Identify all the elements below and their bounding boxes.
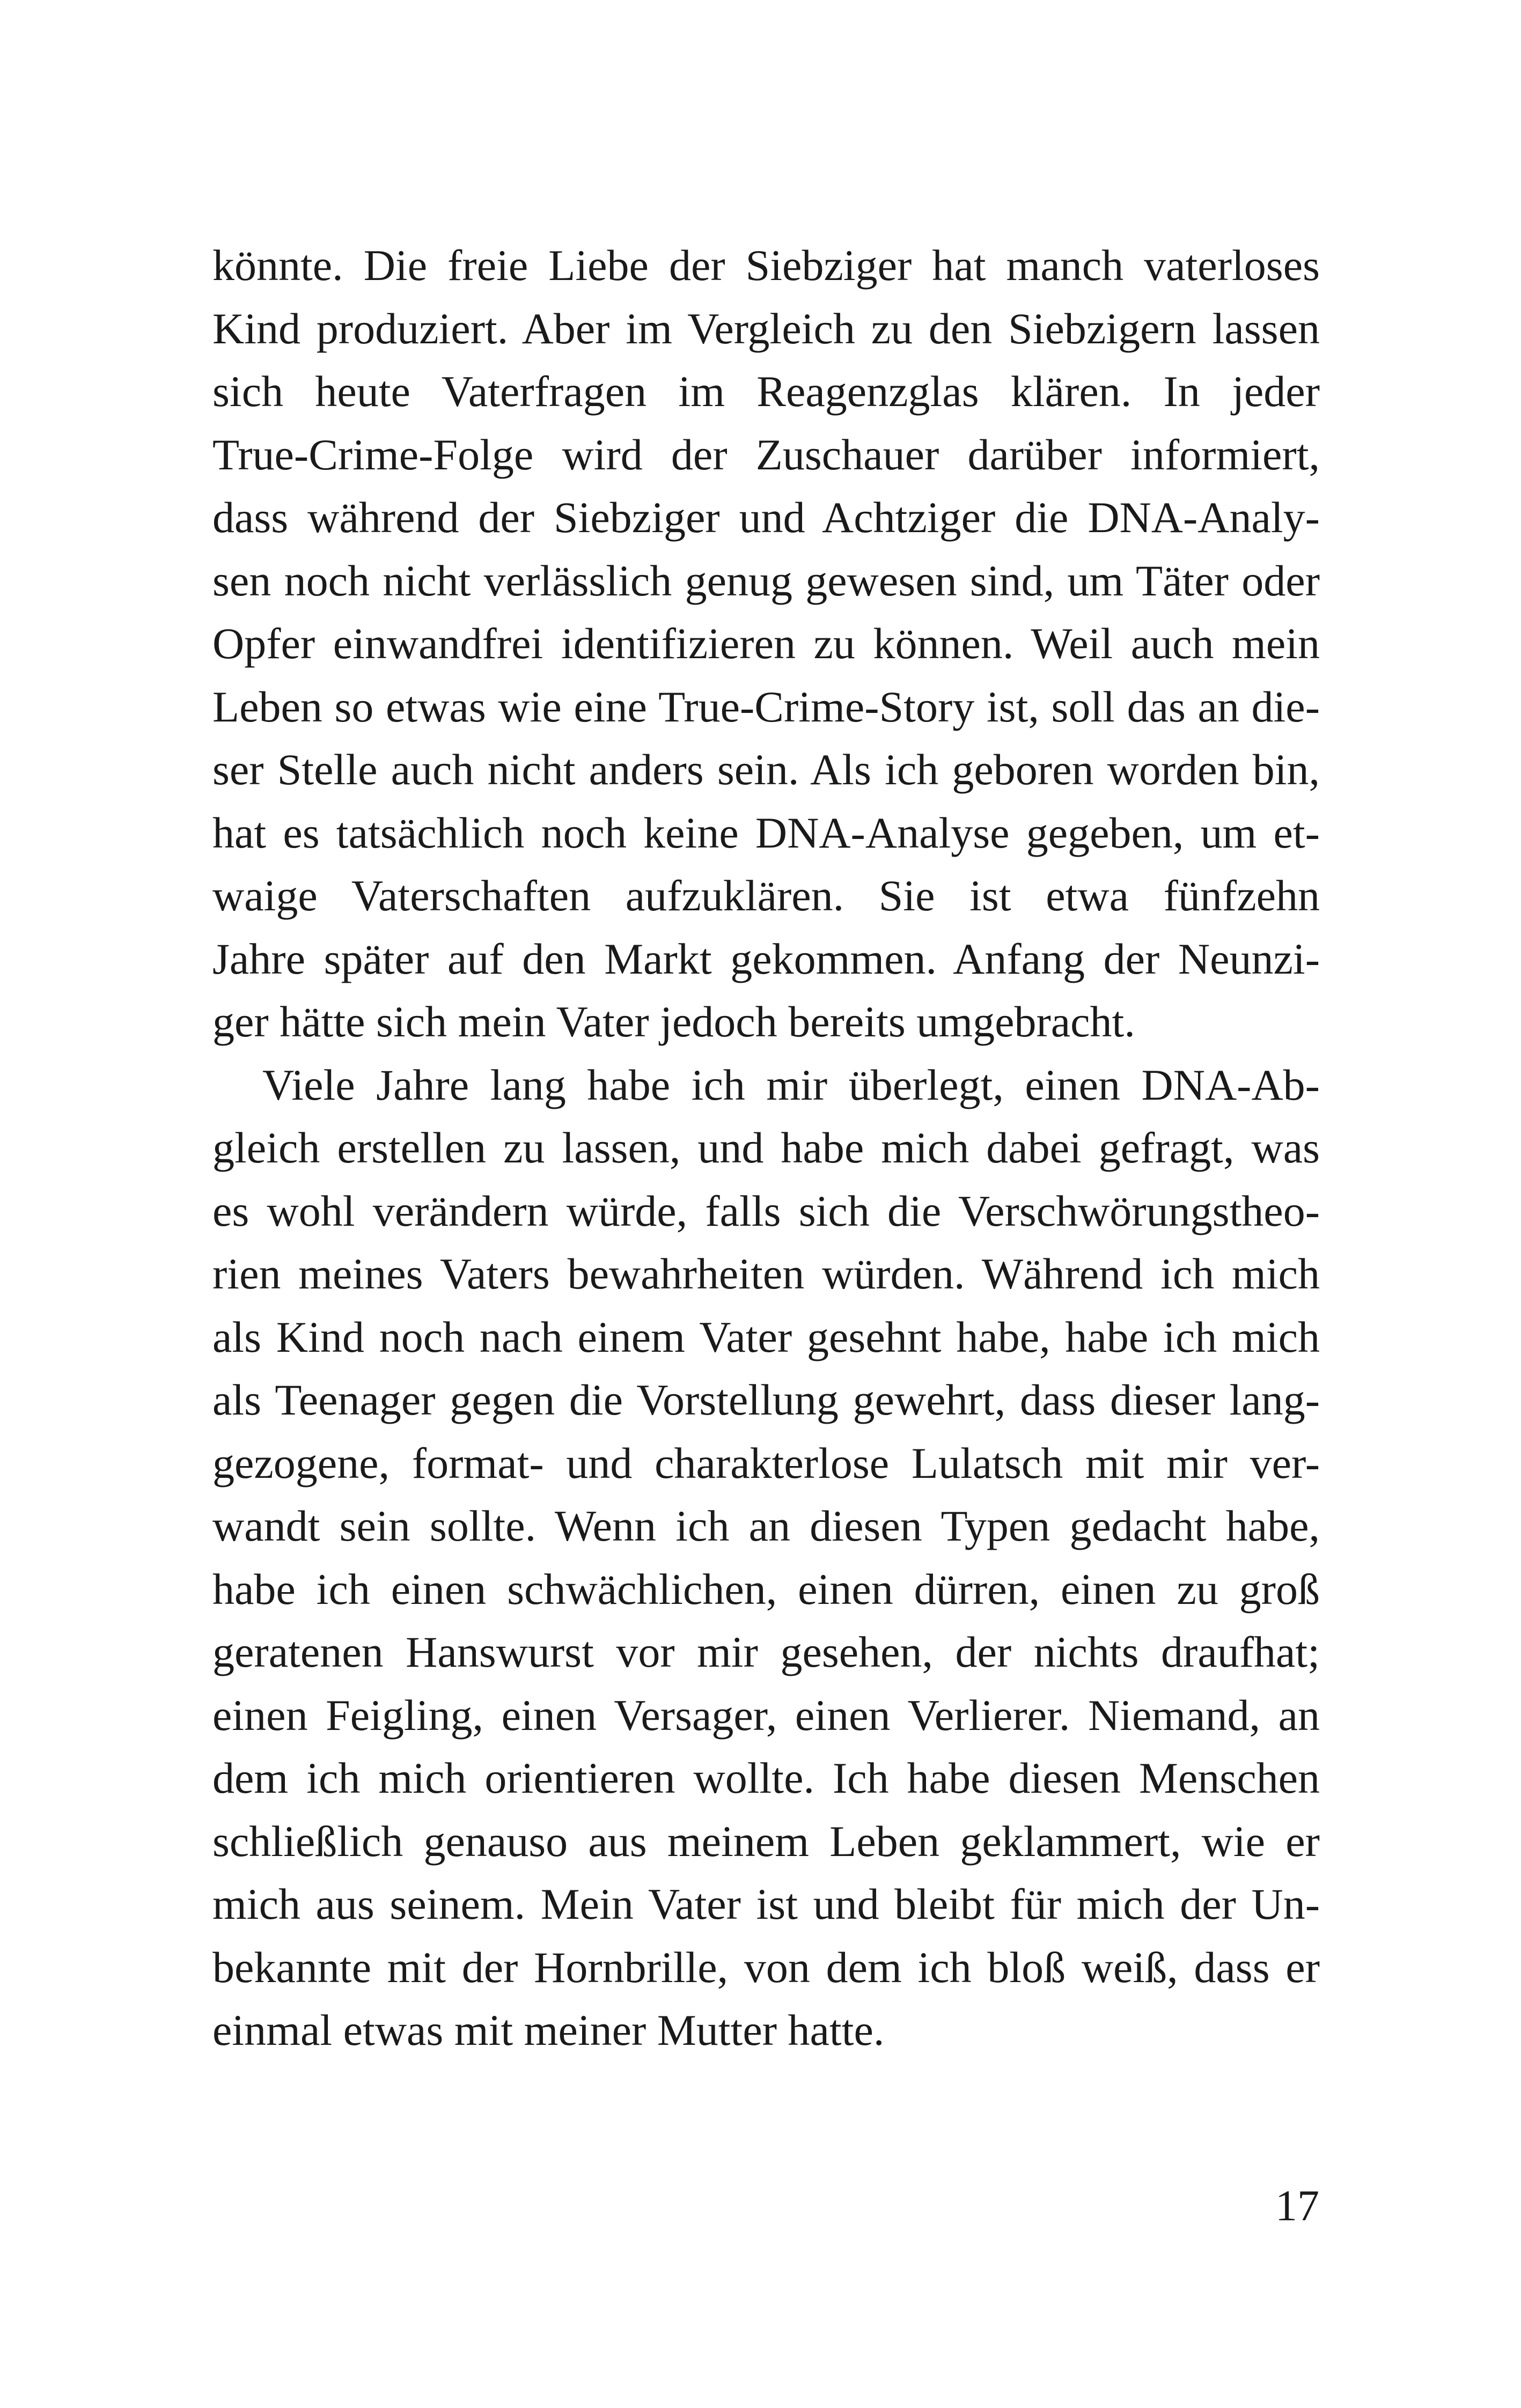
text-line: habe ich einen schwächlichen, einen dürren, einen zu groß	[212, 1564, 1320, 1614]
text-line: geratenen Hanswurst vor mir gesehen, der nichts draufhat;	[212, 1628, 1320, 1676]
text-line: es wohl verändern würde, falls sich die Verschwörungstheo-	[212, 1186, 1320, 1235]
text-line: mich aus seinem. Mein Vater ist und bleibt für mich der Un-	[212, 1880, 1320, 1928]
text-line: ser Stelle auch nicht anders sein. Als ich geboren worden bin,	[212, 745, 1320, 794]
text-line: dem ich mich orientieren wollte. Ich habe diesen Menschen	[212, 1754, 1320, 1802]
text-line: gleich erstellen zu lassen, und habe mich dabei gefragt, was	[212, 1123, 1320, 1172]
paragraph-1	[212, 234, 1320, 1054]
text-line: als Kind noch nach einem Vater gesehnt habe, habe ich mich	[212, 1312, 1320, 1361]
text-line: einen Feigling, einen Versager, einen Verlierer. Niemand, an	[212, 1690, 1320, 1740]
text-line: sen noch nicht verlässlich genug gewesen sind, um Täter oder	[212, 556, 1320, 605]
paragraph-2	[212, 1054, 1320, 2062]
text-line: Viele Jahre lang habe ich mir überlegt, einen DNA-Ab-	[262, 1060, 1320, 1109]
text-line: ger hätte sich mein Vater jedoch bereits umgebracht.	[212, 997, 1135, 1046]
text-line: waige Vaterschaften aufzuklären. Sie ist etwa fünfzehn	[212, 871, 1320, 920]
text-line: rien meines Vaters bewahrheiten würden. Während ich mich	[212, 1249, 1320, 1298]
text-line: wandt sein sollte. Wenn ich an diesen Typen gedacht habe,	[212, 1501, 1320, 1550]
text-line: bekannte mit der Hornbrille, von dem ich bloß weiß, dass er	[212, 1942, 1320, 1992]
text-line: Jahre später auf den Markt gekommen. Anfang der Neunzi-	[212, 934, 1320, 983]
text-line: True-Crime-Folge wird der Zuschauer darüber informiert,	[212, 430, 1320, 479]
page-number: 17	[1275, 2181, 1319, 2230]
text-line: dass während der Siebziger und Achtziger die DNA-Analy-	[212, 493, 1320, 542]
text-line: gezogene, format- und charakterlose Lulatsch mit mir ver-	[212, 1438, 1320, 1487]
text-line: könnte. Die freie Liebe der Siebziger hat manch vaterloses	[212, 241, 1320, 290]
body-text	[212, 234, 1320, 2062]
text-line: einmal etwas mit meiner Mutter hatte.	[212, 2006, 885, 2054]
text-line: sich heute Vaterfragen im Reagenzglas klären. In jeder	[212, 367, 1320, 416]
text-line: Opfer einwandfrei identifizieren zu können. Weil auch mein	[212, 619, 1320, 668]
text-line: als Teenager gegen die Vorstellung gewehrt, dass dieser lang-	[212, 1375, 1320, 1424]
text-line: Kind produziert. Aber im Vergleich zu den Siebzigern lassen	[212, 304, 1320, 353]
text-line: schließlich genauso aus meinem Leben geklammert, wie er	[212, 1816, 1320, 1866]
text-line: Leben so etwas wie eine True-Crime-Story ist, soll das an die-	[212, 682, 1320, 731]
text-line: hat es tatsächlich noch keine DNA-Analyse gegeben, um et-	[212, 808, 1320, 857]
